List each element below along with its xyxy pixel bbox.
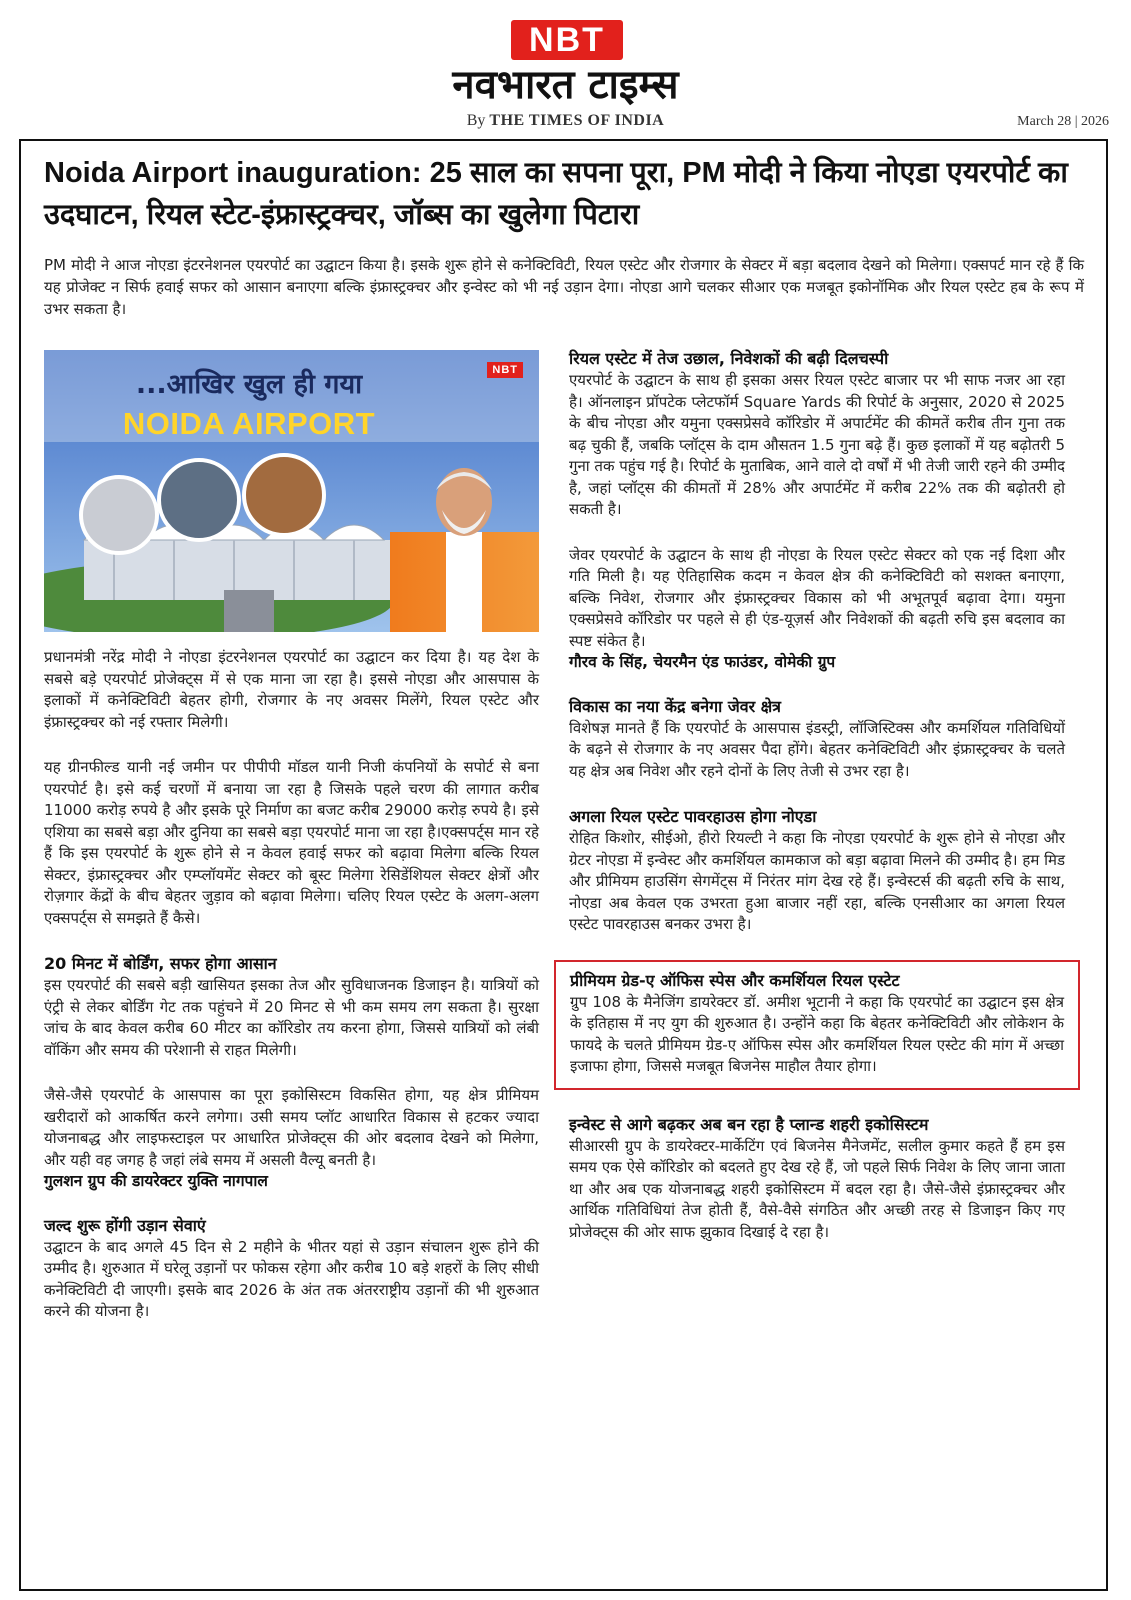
- subheading: रियल एस्टेट में तेज उछाल, निवेशकों की बढ़ी दिलचस्पी: [569, 349, 889, 368]
- nbt-logo: NBT: [511, 20, 623, 60]
- image-caption-line1: ...आखिर खुल ही गया: [135, 369, 363, 400]
- highlight-box: [554, 960, 1080, 1090]
- paragraph: सीआरसी ग्रुप के डायरेक्टर-मार्केटिंग एवं बिजनेस मैनेजमेंट, सलील कुमार कहते हैं हम इस समय एक ऐसे कॉरिडोर को बदलते हुए देख रहे हैं, जो पहले सिर्फ निवेश के लिए जाना जाता था और अब एक योजनाबद्ध शहरी इकोसिस्टम में बदल रहा है। जैसे-जैसे इंफ्रास्ट्रक्चर और आर्थिक गतिविधियां तेज होती हैं, वैसे-वैसे संगठित और अच्छी तरह से डिजाइन किए गए प्रोजेक्ट्स की ओर साफ झुकाव दिखाई दे रहा है।: [569, 1136, 1065, 1241]
- paragraph: रोहित किशोर, सीईओ, हीरो रियल्टी ने कहा कि नोएडा एयरपोर्ट के शुरू होने से नोएडा और ग्रेटर नोएडा में इन्वेस्ट और कमर्शियल कामकाज को बड़ा बढ़ावा मिलने की उम्मीद है। हम मिड और प्रीमियम हाउसिंग सेगमेंट्स में निरंतर मांग देख रहे हैं। इन्वेस्टर्स की बढ़ती रुचि के साथ, नोएडा अब केवल एक उभरता हुआ बाजार नहीं रहा, बल्कि एनसीआर का अगला रियल एस्टेट पावरहाउस बनकर उभरा है।: [569, 829, 1065, 933]
- paragraph: उद्घाटन के बाद अगले 45 दिन से 2 महीने के भीतर यहां से उड़ान संचालन शुरू होने की उम्मीद है। शुरुआत में घरेलू उड़ानों पर फोकस रहेगा और करीब 10 बड़े शहरों के लिए सीधी कनेक्टिविटी दी जाएगी। इसके बाद 2026 के अंत तक अंतरराष्ट्रीय उड़ानों की भी शुरुआत करने की योजना है।: [44, 1237, 539, 1320]
- paragraph: जेवर एयरपोर्ट के उद्घाटन के साथ ही नोएडा के रियल एस्टेट सेक्टर को एक नई दिशा और गति मिली है। यह ऐतिहासिक कदम न केवल क्षेत्र की कनेक्टिविटी को सशक्त बनाएगा, बल्कि निवेश, रोजगार और इंफ्रास्ट्रक्चर विकास को भी अभूतपूर्व बढ़ावा देगा। यमुना एक्सप्रेसवे कॉरिडोर पर पहले से ही एंड-यूज़र्स और निवेशकों की बढ़ती रुचि इस बदलाव का स्पष्ट संकेत है।: [569, 545, 1065, 650]
- paragraph: ग्रुप 108 के मैनेजिंग डायरेक्टर डॉ. अमीश भूटानी ने कहा कि एयरपोर्ट का उद्घाटन इस क्षेत्र के इतिहास में नए युग की शुरुआत है। उन्होंने कहा कि बेहतर कनेक्टिविटी और लोकेशन के फायदे के चलते प्रीमियम ग्रेड-ए ऑफिस स्पेस और कमर्शियल रियल एस्टेट की मांग में अच्छा इजाफा होगा, जिससे मजबूत बिजनेस माहौल तैयार होगा।: [570, 992, 1064, 1075]
- image-caption-line2: NOIDA AIRPORT: [122, 406, 376, 441]
- subheading: प्रीमियम ग्रेड-ए ऑफिस स्पेस और कमर्शियल रियल एस्टेट: [570, 970, 900, 990]
- article-headline: Noida Airport inauguration: 25 साल का सपना पूरा, PM मोदी ने किया नोएडा एयरपोर्ट का उदघाटन, रियल स्टेट-इंफ्रास्ट्रक्चर, जॉब्स का खुलेगा पिटारा: [44, 157, 1068, 231]
- article-intro: PM मोदी ने आज नोएडा इंटरनेशनल एयरपोर्ट का उद्घाटन किया है। इसके शुरू होने से कनेक्टिविटी, रियल एस्टेट और रोजगार के सेक्टर में बड़ा बदलाव देखने को मिलेगा। एक्सपर्ट मान रहे हैं कि यह प्रोजेक्ट न सिर्फ हवाई सफर को आसान बनाएगा बल्कि इंफ्रास्ट्रक्चर और इन्वेस्ट को भी नई उड़ान देगा। नोएडा आगे चलकर सीआर एक मजबूत इकोनॉमिक और रियल एस्टेट हब के रूप में उभर सकता है।: [44, 256, 1085, 318]
- nbt-badge: NBT: [487, 362, 523, 378]
- right-column: [569, 348, 1065, 1267]
- paragraph: यह ग्रीनफील्ड यानी नई जमीन पर पीपीपी मॉडल यानी निजी कंपनियों के सपोर्ट से बना एयरपोर्ट है। इसे कई चरणों में बनाया जा रहा है जिसके पहले चरण की लागात करीब 11000 करोड़ रुपये है और इसके पूरे निर्माण का बजट करीब 29000 करोड़ रुपये है। इसे एशिया का सबसे बड़ा और दुनिया का सबसे बड़ा एयरपोर्ट माना जा रहा है।एक्सपर्ट्स मान रहे हैं कि इस एयरपोर्ट के शुरू होने से न केवल हवाई सफर को बढ़ावा मिलेगा बल्कि रियल सेक्टर, इंफ्रास्ट्रक्चर और एम्प्लॉयमेंट सेक्टर को बूस्ट मिलेगा रेसिडेंशियल सेक्टर क्षेत्रों और रोज़गार केंद्रों के बीच बेहतर जुड़ाव को बढ़ावा मिलेगा। चलिए रियल एस्टेट के अलग-अलग एक्सपर्ट्स से समझते हैं कैसे।: [44, 758, 539, 927]
- subheading: 20 मिनट में बोर्डिंग, सफर होगा आसान: [44, 954, 277, 973]
- byline: [0, 112, 1131, 130]
- subheading: विकास का नया केंद्र बनेगा जेवर क्षेत्र: [569, 696, 782, 716]
- subheading: जल्द शुरू होंगी उड़ान सेवाएं: [44, 1215, 206, 1235]
- masthead: [0, 0, 1131, 140]
- airport-photo: [44, 350, 539, 632]
- left-column: [44, 647, 539, 1347]
- paragraph: प्रधानमंत्री नरेंद्र मोदी ने नोएडा इंटरनेशनल एयरपोर्ट का उद्घाटन कर दिया है। यह देश के सबसे बड़े एयरपोर्ट प्रोजेक्ट्स में से एक माना जा रहा है। इससे नोएडा और आसपास के इलाकों में कनेक्टिविटी बेहतर होगी, रोजगार के नए अवसर मिलेंगे, रियल एस्टेट और इंफ्रास्ट्रक्चर को नई रफ्तार मिलेगी।: [44, 648, 539, 731]
- byline-prefix: By: [466, 112, 486, 129]
- paragraph: विशेषज्ञ मानते हैं कि एयरपोर्ट के आसपास इंडस्ट्री, लॉजिस्टिक्स और कमर्शियल गतिविधियों के बढ़ने से रोजगार के नए अवसर पैदा होंगे। बेहतर कनेक्टिविटी और इंफ्रास्ट्रक्चर के चलते यह क्षेत्र अब निवेश और रहने दोनों के लिए तेजी से उभर रहा है।: [569, 718, 1065, 780]
- paragraph: इस एयरपोर्ट की सबसे बड़ी खासियत इसका तेज और सुविधाजनक डिजाइन है। यात्रियों को एंट्री से लेकर बोर्डिंग गेट तक पहुंचने में 20 मिनट से भी कम समय लग सकता है। सुरक्षा जांच के बाद केवल करीब 60 मीटर का कॉरिडोर तय करना होगा, जिससे यात्रियों को लंबी वॉकिंग और समय की परेशानी से राहत मिलेगी।: [44, 976, 539, 1059]
- paragraph: जैसे-जैसे एयरपोर्ट के आसपास का पूरा इकोसिस्टम विकसित होगा, यह क्षेत्र प्रीमियम खरीदारों को आकर्षित करने लगेगा। उसी समय प्लॉट आधारित विकास से हटकर ज्यादा योजनाबद्ध और लाइफस्टाइल पर आधारित प्रोजेक्ट्स की ओर बदलाव देखने को मिलेगा, और यही वह जगह है जहां लंबे समय में असली वैल्यू बनती है।: [44, 1086, 539, 1169]
- subheading: इन्वेस्ट से आगे बढ़कर अब बन रहा है प्लान्ड शहरी इकोसिस्टम: [569, 1114, 929, 1134]
- newspaper-name: नवभारत टाइम्स: [452, 62, 679, 108]
- byline-publisher: THE TIMES OF INDIA: [489, 112, 665, 129]
- quote-attribution: गौरव के सिंह, चेयरमैन एंड फाउंडर, वोमेकी ग्रुप: [569, 653, 836, 671]
- issue-date: March 28 | 2026: [1017, 114, 1109, 129]
- quote-attribution: गुलशन ग्रुप की डायरेक्टर युक्ति नागपाल: [44, 1172, 268, 1190]
- subheading: अगला रियल एस्टेट पावरहाउस होगा नोएडा: [569, 807, 817, 826]
- paragraph: एयरपोर्ट के उद्घाटन के साथ ही इसका असर रियल एस्टेट बाजार पर भी साफ नजर आ रहा है। ऑनलाइन प्रॉपटेक प्लेटफॉर्म Square Yards की रिपोर्ट के अनुसार, 2020 से 2025 के बीच नोएडा और यमुना एक्सप्रेसवे कॉरिडोर में अपार्टमेंट की कीमतें करीब तीन गुना तक बढ़ चुकी हैं, जबकि प्लॉट्स के दाम औसतन 1.5 गुना बढ़े हैं। कुछ इलाकों में यह बढ़ोतरी 5 गुना तक पहुंच गई है। रिपोर्ट के मुताबिक, आने वाले दो वर्षों में भी तेजी जारी रहने की उम्मीद है, जहां प्लॉट्स की कीमतों में 28% और अपार्टमेंट में करीब 22% तक की बढ़ोतरी हो सकती है।: [569, 371, 1065, 518]
